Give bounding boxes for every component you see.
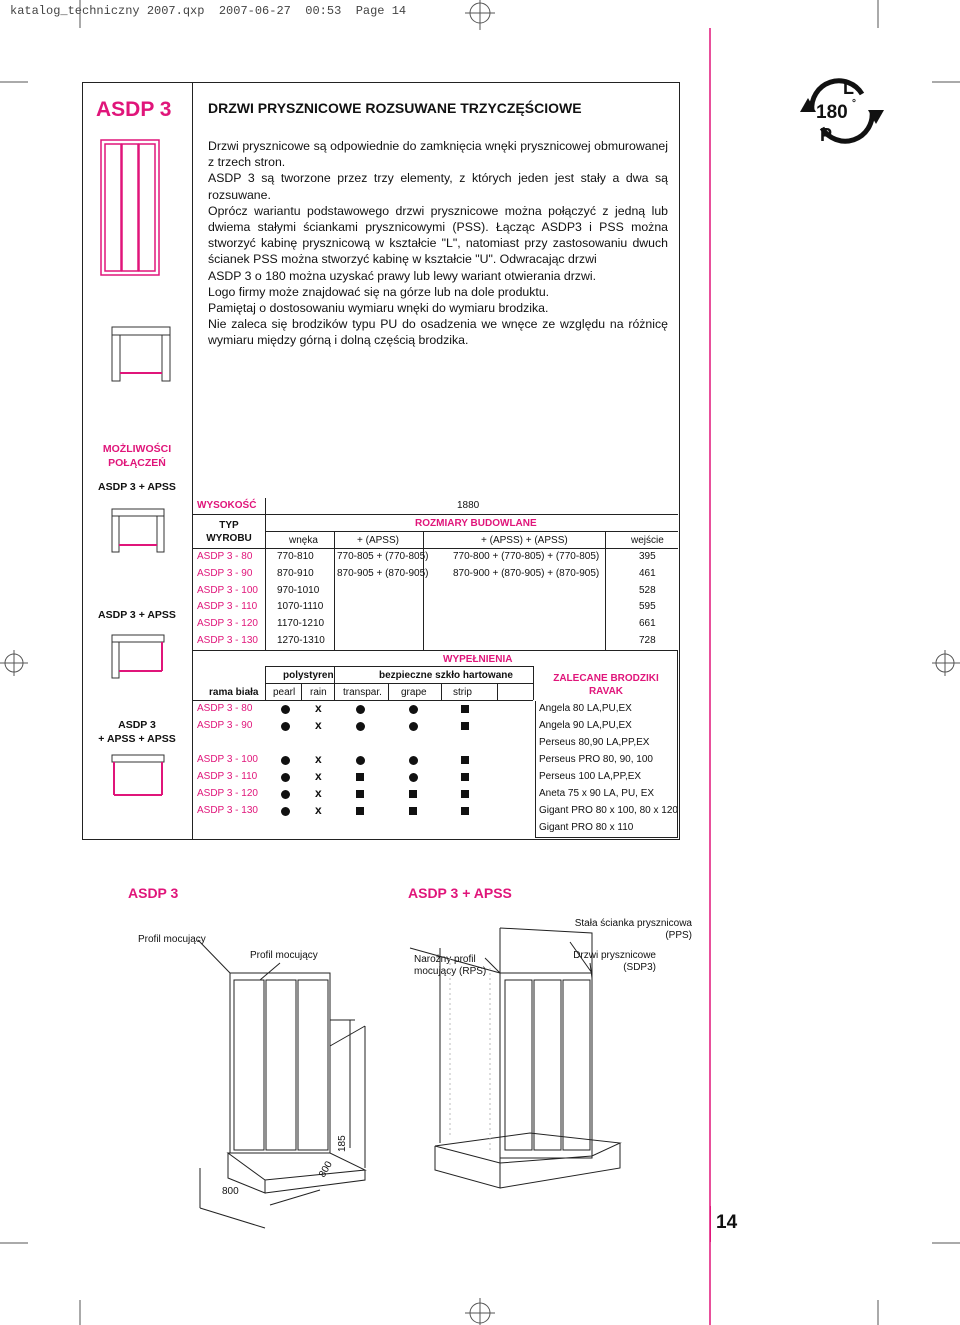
typ-label-1: TYP [219,520,239,531]
product-description [208,138,668,349]
dims-row [193,633,678,650]
dims-cell-wneka: 770-810 [277,551,314,562]
dims-cell-wneka: 1270-1310 [277,635,325,646]
logo-P: P [820,125,833,145]
fill-mark-x: x [315,786,322,800]
rozmiary-label: ROZMIARY BUDOWLANE [415,518,537,529]
fill-mark-x: x [315,769,322,783]
wypelnienia-label: WYPEŁNIENIA [443,654,513,665]
dims-row [193,566,678,583]
desc-p7: Nie zaleca się brodzików typu PU do osadzenia we wnęce ze względu na różnicę wymiaru między górną i dolną częścią brodzika. [208,317,668,348]
fill-cell-brodzik: Gigant PRO 80 x 110 [539,822,634,833]
stala-1: Stała ścianka prysznicowa [574,918,692,929]
fill-row [193,701,678,718]
fill-mark-square [461,756,469,764]
fill-mark-dot [356,756,365,765]
connection-option-1: ASDP 3 + APSS [98,481,176,493]
dims-cell-type: ASDP 3 - 100 [197,584,258,596]
connection-option-3b: + APSS + APSS [98,733,176,745]
fill-mark-square [461,722,469,730]
fill-mark-dot [409,756,418,765]
narozny-2: mocujący (RPS) [414,966,487,977]
fill-mark-x: x [315,803,322,817]
dim-800-width: 800 [222,1186,239,1197]
col-pearl: pearl [273,687,296,698]
dims-cell-wejscie: 528 [639,584,656,596]
dims-cell-wejscie: 661 [639,618,656,630]
fill-cell-type: ASDP 3 - 130 [197,805,258,816]
fill-cell-brodzik: Angela 80 LA,PU,EX [539,703,632,714]
brodziki-1: ZALECANE BRODZIKI [553,673,659,684]
bezpieczne-label: bezpieczne szkło hartowane [379,670,513,681]
dim-800-depth: 800 [317,1159,335,1180]
fill-row [193,769,678,786]
drzwi-1: Drzwi prysznicowe [573,950,656,961]
fill-mark-square [409,807,417,815]
dims-cell-type: ASDP 3 - 80 [197,551,253,562]
dims-cell-apss: 870-905 + (870-905) [337,567,429,579]
dim-185: 185 [337,1135,348,1152]
desc-p4: ASDP 3 o 180 można uzyskać prawy lub lewy wariant otwierania drzwi. [208,268,596,283]
fill-mark-dot [356,705,365,714]
dims-cell-wneka: 1070-1110 [277,601,324,613]
fill-row [193,786,678,803]
fill-rows [193,701,678,837]
fill-cell-type: ASDP 3 - 90 [197,720,253,731]
fill-mark-x: x [315,718,322,732]
fill-mark-dot [281,790,290,799]
slug-filename: katalog_techniczny 2007.qxp [10,4,205,18]
connections-title-2: POŁĄCZEŃ [108,457,166,469]
narozny-1: Narożny profil [414,954,476,965]
fill-cell-type: ASDP 3 - 120 [197,788,258,799]
dims-cell-apss: 770-805 + (770-805) [337,551,429,562]
label-profil-mocujacy-inner: Profil mocujący [250,950,318,961]
fill-row [193,803,678,820]
rama-label: rama biała [209,687,259,698]
fill-cell-brodzik: Perseus PRO 80, 90, 100 [539,754,653,765]
stala-2: (PPS) [665,930,692,941]
fill-mark-x: x [315,701,322,715]
fill-mark-square [356,807,364,815]
dims-rows [193,549,678,650]
typ-label [193,519,265,545]
brodziki-2: RAVAK [588,686,624,697]
desc-p5: Logo firmy może znajdować się na górze lub na dole produktu. [208,284,550,299]
fill-mark-square [461,807,469,815]
fill-mark-dot [281,756,290,765]
typ-label-2: WYROBU [206,533,252,544]
dims-row [193,599,678,616]
col-apss2: + (APSS) + (APSS) [481,535,568,546]
fill-mark-dot [356,722,365,731]
fill-cell-brodzik: Aneta 75 x 90 LA, PU, EX [539,788,655,799]
fill-cell-type: ASDP 3 - 80 [197,703,253,714]
fill-row [193,718,678,735]
connection-option-2: ASDP 3 + APSS [98,609,176,621]
brodziki-label [535,672,677,698]
wysokosc-label: WYSOKOŚĆ [197,500,257,511]
left-drawing-title: ASDP 3 [128,885,179,901]
dims-cell-type: ASDP 3 - 130 [197,635,258,646]
dims-cell-wneka: 970-1010 [277,584,320,596]
dims-cell-wejscie: 461 [639,567,656,579]
fill-mark-dot [281,705,290,714]
connections-title-1: MOŻLIWOŚCI [102,443,172,455]
dims-cell-wejscie: 395 [639,551,656,562]
connections-title [82,442,192,470]
fill-mark-dot [409,705,418,714]
fill-mark-square [356,773,364,781]
logo-180: 180 [816,102,848,123]
fill-mark-dot [281,722,290,731]
product-door-thumbnail [100,135,180,385]
fill-mark-x: x [315,752,322,766]
product-code: ASDP 3 [96,98,172,121]
wysokosc-value: 1880 [457,500,480,511]
fill-mark-square [461,773,469,781]
fill-cell-brodzik: Perseus 100 LA,PP,EX [539,771,642,782]
col-apss: + (APSS) [357,535,399,546]
fill-mark-dot [409,773,418,782]
dims-row [193,616,678,633]
col-wneka: wnęka [289,535,318,546]
fill-mark-square [409,790,417,798]
print-slug [10,4,406,18]
fill-cell-brodzik: Angela 90 LA,PU,EX [539,720,632,731]
desc-p6: Pamiętaj o dostosowaniu wymiaru wnęki do wymiaru brodzika. [208,301,549,316]
slug-time: 00:53 [305,4,342,18]
connection-plans [110,505,190,825]
fill-cell-type: ASDP 3 - 100 [197,754,258,765]
technical-drawings [190,918,690,1248]
dims-cell-apss2: 870-900 + (870-905) + (870-905) [453,567,600,579]
drzwi-2: (SDP3) [623,962,656,973]
dims-cell-type: ASDP 3 - 90 [197,567,253,579]
slug-page: Page 14 [355,4,407,18]
dims-cell-wneka: 1170-1210 [277,618,325,630]
desc-p3: Oprócz wariantu podstawowego drzwi prysznicowe można połączyć z jedną lub dwiema stałymi ściankami prysznicowymi (PSS). Łącząc ASDP3 i PSS można stworzyć kabinę prysznicową w kształcie "L", natomiast przy zastosowaniu dwuch ścianek PSS można stworzyć kabinę w kształcie "U". Odwracając drzwi [208,203,668,267]
page-number: 14 [716,1212,738,1233]
dimensions-table [193,498,678,650]
fill-cell-brodzik: Gigant PRO 80 x 100, 80 x 120 [539,805,678,816]
logo-degree: ° [852,98,856,109]
fill-mark-dot [281,773,290,782]
fill-mark-dot [281,807,290,816]
fill-row [193,735,678,752]
dims-row [193,583,678,600]
dims-row [193,549,678,566]
label-profil-mocujacy: Profil mocujący [138,934,206,945]
dims-cell-apss2: 770-800 + (770-805) + (770-805) [453,551,600,562]
dims-cell-type: ASDP 3 - 110 [197,601,258,613]
dims-cell-wejscie: 728 [639,635,656,646]
slug-date: 2007-06-27 [218,4,291,18]
dims-cell-wejscie: 595 [639,601,656,613]
product-title: DRZWI PRYSZNICOWE ROZSUWANE TRZYCZĘŚCIOWE [208,100,582,116]
fill-row [193,820,678,837]
dims-cell-type: ASDP 3 - 120 [197,618,258,630]
fill-cell-type: ASDP 3 - 110 [197,771,258,782]
desc-p1: Drzwi prysznicowe są odpowiednie do zamknięcia wnęki prysznicowej obmurowanej z trzech stron. [208,139,668,170]
col-rain: rain [310,687,327,698]
logo-L: L [843,78,854,98]
dims-cell-wneka: 870-910 [277,567,314,579]
fill-mark-square [461,705,469,713]
polystyren-label: polystyren [283,670,334,681]
fill-mark-square [356,790,364,798]
col-wejscie: wejście [631,535,664,546]
fill-cell-brodzik: Perseus 80,90 LA,PP,EX [539,737,650,748]
fill-table [193,650,678,840]
right-drawing-title: ASDP 3 + APSS [408,885,512,901]
fill-mark-square [461,790,469,798]
rotation-180-icon [792,76,892,146]
desc-p2: ASDP 3 są tworzone przez trzy elementy, z których jeden jest stały a dwa są rozsuwane. [208,171,668,202]
col-strip: strip [453,687,472,698]
col-grape: grape [401,687,427,698]
connection-option-3a: ASDP 3 [118,719,156,731]
col-transpar: transpar. [343,687,382,698]
fill-row [193,752,678,769]
fill-mark-dot [409,722,418,731]
